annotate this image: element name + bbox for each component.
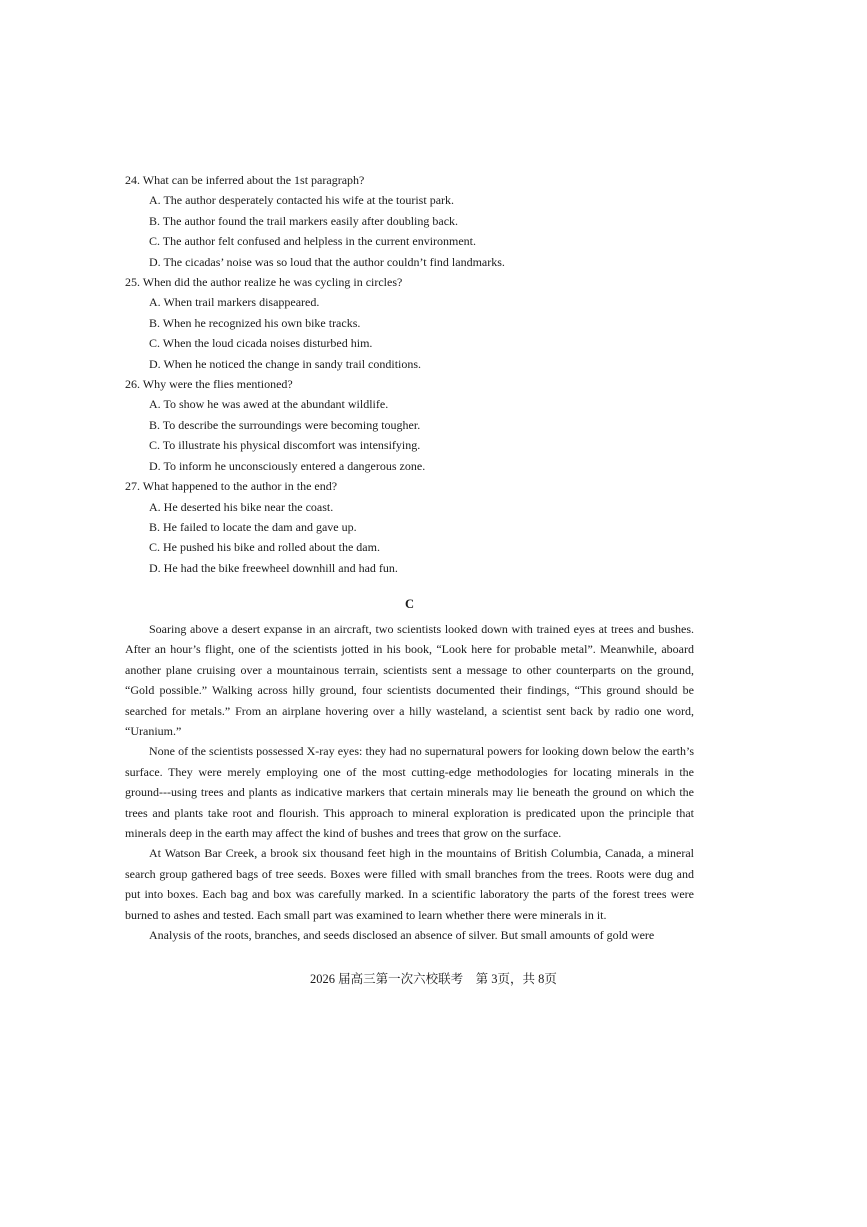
option-c: C. To illustrate his physical discomfort was intensifying.	[149, 438, 421, 453]
page-footer: 2026 届高三第一次六校联考 第 3页，共 8页	[310, 972, 557, 986]
passage-paragraph-3: At Watson Bar Creek, a brook six thousand feet high in the mountains of British Columbia, Canada, a mineral search group gathered bags of tree seeds. Boxes were filled with small branches from the trees. Roots were dug and put into boxes. Each bag and box was carefully marked. In a scientific laboratory the parts of the forest trees were burned to ashes and tested. Each small part was examined to learn whether there were minerals in it.	[125, 846, 694, 922]
question-27	[125, 476, 705, 578]
option-b: B. When he recognized his own bike tracks.	[149, 315, 361, 330]
question-stem: 26. Why were the flies mentioned?	[125, 377, 293, 392]
option-a: A. He deserted his bike near the coast.	[149, 499, 334, 514]
question-stem: 25. When did the author realize he was cycling in circles?	[125, 275, 403, 290]
option-d: D. The cicadas’ noise was so loud that the author couldn’t find landmarks.	[149, 254, 505, 269]
question-24	[125, 170, 705, 272]
option-c: C. He pushed his bike and rolled about the dam.	[149, 540, 380, 555]
question-list	[125, 170, 705, 578]
option-d: D. When he noticed the change in sandy trail conditions.	[149, 356, 422, 371]
passage-paragraph-1: Soaring above a desert expanse in an aircraft, two scientists looked down with trained eyes at trees and bushes. After an hour’s flight, one of the scientists jotted in his book, “Look here for probable metal”. Meanwhile, aboard another plane cruising over a mountainous terrain, scientists sent a message to other counterparts on the ground, “Gold possible.” Walking across hilly ground, four scientists documented their findings, “This ground should be searched for metals.” From an airplane hovering over a hilly wasteland, a scientist sent back by radio one word, “Uranium.”	[125, 622, 694, 739]
option-a: A. To show he was awed at the abundant wildlife.	[149, 397, 389, 412]
option-b: B. To describe the surroundings were becoming tougher.	[149, 417, 421, 432]
question-stem: 24. What can be inferred about the 1st paragraph?	[125, 173, 365, 187]
section-title: C	[404, 597, 415, 611]
option-a: A. When trail markers disappeared.	[149, 295, 320, 310]
passage-paragraph-4: Analysis of the roots, branches, and seeds disclosed an absence of silver. But small amounts of gold were	[149, 928, 655, 943]
question-26	[125, 374, 705, 476]
question-25	[125, 272, 705, 374]
option-d: D. He had the bike freewheel downhill and had fun.	[149, 560, 398, 575]
option-b: B. He failed to locate the dam and gave up.	[149, 519, 357, 534]
option-c: C. The author felt confused and helpless in the current environment.	[149, 234, 477, 249]
question-stem: 27. What happened to the author in the end?	[125, 479, 338, 494]
reading-passage	[125, 619, 694, 946]
option-c: C. When the loud cicada noises disturbed him.	[149, 336, 373, 351]
passage-paragraph-2: None of the scientists possessed X-ray eyes: they had no supernatural powers for looking down below the earth’s surface. They were merely employing one of the most cutting-edge methodologies for locating minerals in the ground---using trees and plants as indicative markers that certain minerals may lie beneath the ground on which the trees and plants take root and flourish. This approach to mineral exploration is predicated upon the principle that minerals deep in the earth may affect the kind of bushes and trees that grow on the surface.	[125, 744, 694, 841]
option-b: B. The author found the trail markers easily after doubling back.	[149, 213, 459, 228]
option-a: A. The author desperately contacted his wife at the tourist park.	[149, 193, 455, 208]
option-d: D. To inform he unconsciously entered a dangerous zone.	[149, 458, 426, 473]
